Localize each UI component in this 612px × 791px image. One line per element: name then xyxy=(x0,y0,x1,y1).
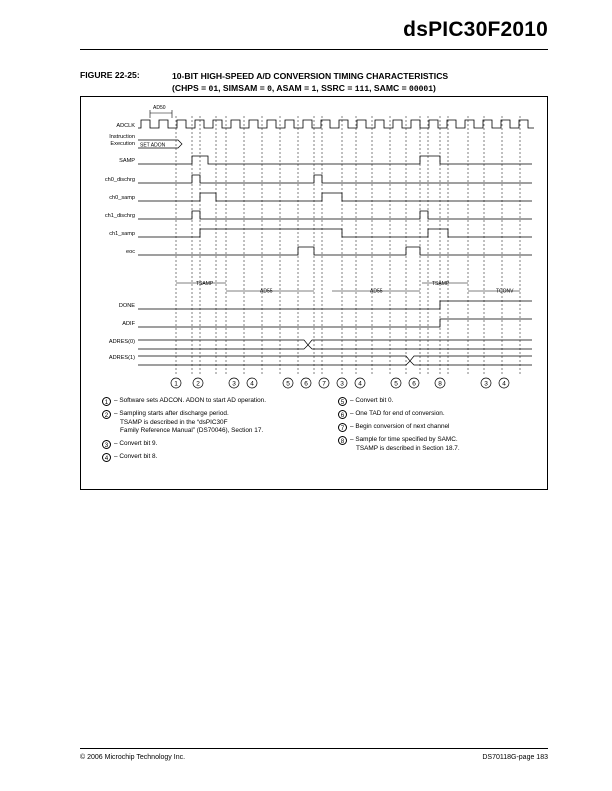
legend-item xyxy=(338,436,538,453)
header-rule xyxy=(80,49,548,50)
svg-text:6: 6 xyxy=(412,380,416,388)
step-marker xyxy=(409,378,419,388)
ch0-samp-waveform xyxy=(138,193,532,201)
label-execution: Execution xyxy=(110,141,135,147)
instruction-execution-box xyxy=(138,140,182,149)
label-ch1-dischrg: ch1_dischrg xyxy=(104,213,135,219)
svg-text:3: 3 xyxy=(484,380,488,388)
legend-left xyxy=(102,397,327,466)
svg-text:4: 4 xyxy=(250,380,254,388)
legend-text: – Convert bit 0. xyxy=(350,397,394,404)
ad55-label-1: AD55 xyxy=(260,288,273,295)
label-done: DONE xyxy=(118,303,135,309)
legend-number: 1 xyxy=(102,397,111,406)
timing-diagram xyxy=(80,96,548,396)
svg-text:7: 7 xyxy=(322,380,326,388)
eoc-waveform xyxy=(138,247,532,255)
svg-text:2: 2 xyxy=(196,380,200,388)
step-marker xyxy=(247,378,257,388)
svg-text:3: 3 xyxy=(232,380,236,388)
legend-number: 2 xyxy=(102,410,111,419)
legend-text: – Convert bit 8. xyxy=(114,452,158,460)
legend-number: 7 xyxy=(338,423,347,432)
label-adclk: ADCLK xyxy=(116,123,135,129)
adif-waveform xyxy=(138,319,532,327)
legend-number: 5 xyxy=(338,397,347,406)
legend-item xyxy=(338,397,538,406)
label-instruction: Instruction xyxy=(109,134,135,140)
label-adres1: ADRES(1) xyxy=(108,355,135,361)
figure-title-line2: (CHPS = 01, SIMSAM = 0, ASAM = 1, SSRC = 111, SAMC = 00001) xyxy=(172,83,436,94)
adres1-waveform xyxy=(138,356,532,365)
done-waveform xyxy=(138,301,532,309)
svg-text:8: 8 xyxy=(438,380,442,388)
timing-guide-lines xyxy=(176,116,520,374)
set-adon-label: SET ADON xyxy=(140,142,166,149)
legend-number: 6 xyxy=(338,410,347,419)
svg-text:5: 5 xyxy=(394,380,398,388)
legend-text: – Sample for time specified by SAMC. TSAMP is described in Section 18.7. xyxy=(350,436,460,452)
footer-copyright: © 2006 Microchip Technology Inc. xyxy=(80,754,186,761)
label-samp: SAMP xyxy=(119,158,135,164)
svg-text:1: 1 xyxy=(174,380,178,388)
legend-item xyxy=(338,410,538,419)
legend-number: 8 xyxy=(338,436,347,445)
step-marker xyxy=(499,378,509,388)
step-marker xyxy=(355,378,365,388)
ad50-label: AD50 xyxy=(153,105,166,111)
footer-rule xyxy=(80,748,548,749)
label-eoc: eoc xyxy=(125,249,135,255)
legend-text: – Sampling starts after discharge period. TSAMP is described in the “dsPIC30F Family Reference Manual” (DS70046), Section 17. xyxy=(114,410,264,435)
legend-text: – Software sets ADCON. ADON to start AD operation. xyxy=(114,397,267,404)
legend-number: 3 xyxy=(102,440,111,449)
figure-title xyxy=(172,70,448,96)
tsamp-label-2: TSAMP xyxy=(432,281,450,287)
step-markers xyxy=(171,378,509,388)
svg-text:4: 4 xyxy=(502,380,506,388)
legend-item xyxy=(338,423,538,432)
tsamp-label-1: TSAMP xyxy=(196,281,214,287)
label-ch0-dischrg: ch0_dischrg xyxy=(104,177,135,183)
figure-title-line1: 10-BIT HIGH-SPEED A/D CONVERSION TIMING CHARACTERISTICS xyxy=(172,71,449,81)
svg-text:3: 3 xyxy=(340,380,344,388)
samp-waveform xyxy=(138,156,532,164)
step-marker xyxy=(391,378,401,388)
svg-text:4: 4 xyxy=(358,380,362,388)
step-marker xyxy=(283,378,293,388)
legend-number: 4 xyxy=(102,453,111,462)
footer-page-number: DS70118G-page 183 xyxy=(482,754,548,761)
legend-item xyxy=(102,440,327,449)
legend-text: – Convert bit 9. xyxy=(114,439,158,447)
step-marker xyxy=(171,378,181,388)
tconv-label: TCONV xyxy=(496,288,514,295)
page-header-title: dsPIC30F2010 xyxy=(403,18,548,41)
step-marker xyxy=(435,378,445,388)
svg-text:6: 6 xyxy=(304,380,308,388)
step-marker xyxy=(301,378,311,388)
label-adif: ADIF xyxy=(122,321,135,327)
legend-text: – One TAD for end of conversion. xyxy=(350,410,445,417)
step-marker xyxy=(229,378,239,388)
step-marker xyxy=(481,378,491,388)
legend-right xyxy=(338,397,538,457)
step-marker xyxy=(319,378,329,388)
step-marker xyxy=(193,378,203,388)
figure-label: FIGURE 22-25: xyxy=(80,70,140,80)
legend-item xyxy=(102,453,327,462)
timing-annotations xyxy=(176,281,520,295)
adclk-waveform xyxy=(138,120,534,128)
legend-item xyxy=(102,410,327,436)
svg-text:5: 5 xyxy=(286,380,290,388)
legend-item xyxy=(102,397,327,406)
label-adres0: ADRES(0) xyxy=(108,339,135,345)
ch1-dischrg-waveform xyxy=(138,211,532,219)
legend-text: – Begin conversion of next channel xyxy=(350,423,450,430)
ch0-dischrg-waveform xyxy=(138,175,532,183)
ad55-label-2: AD55 xyxy=(370,288,383,295)
label-ch1-samp: ch1_samp xyxy=(109,231,135,237)
ch1-samp-waveform xyxy=(138,229,532,237)
label-ch0-samp: ch0_samp xyxy=(109,195,135,201)
adres0-waveform xyxy=(138,340,532,349)
ad50-annotation xyxy=(150,105,172,118)
step-marker xyxy=(337,378,347,388)
